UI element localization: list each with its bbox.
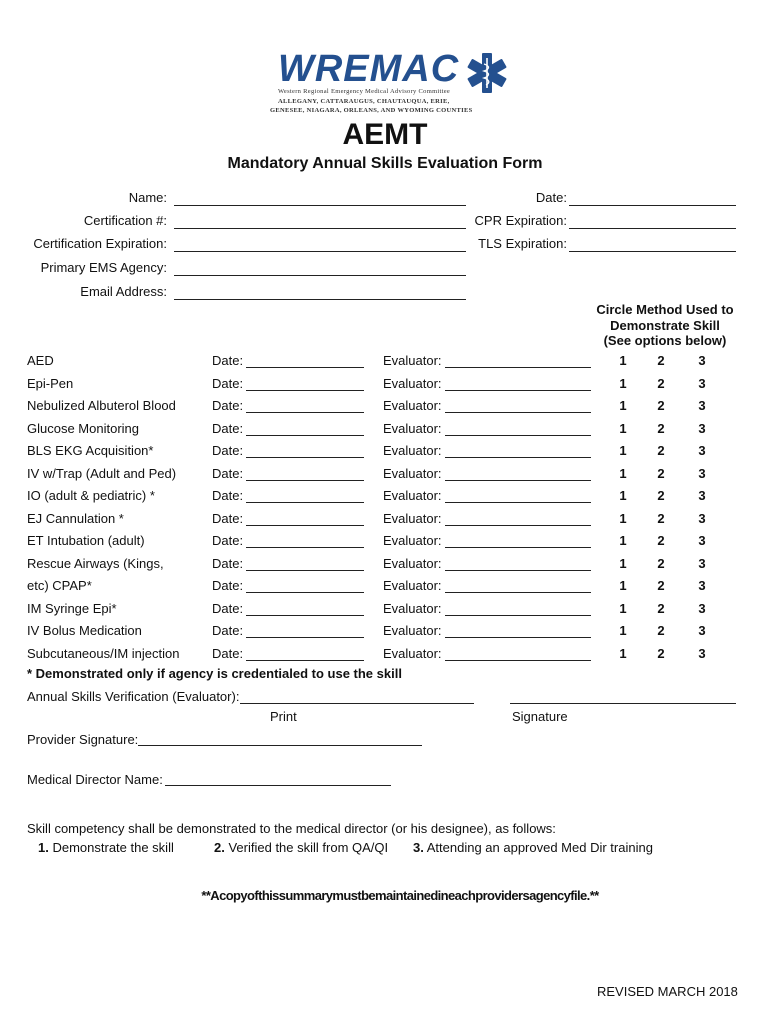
method-option-2[interactable]: 2 [657,533,665,548]
skill-date-field[interactable] [246,457,364,458]
name-label: Name: [128,190,167,205]
method-option-3[interactable]: 3 [698,488,706,503]
evaluator-label: Evaluator: [383,420,442,436]
skill-name: IM Syringe Epi* [27,600,117,616]
method-option-3[interactable]: 3 [698,510,706,526]
method-header: Circle Method Used to Demonstrate Skill (See options below) [596,302,734,348]
method-option-1[interactable]: 1 [619,600,627,616]
evaluator-label: Evaluator: [383,443,442,458]
method-option-1[interactable]: 1 [619,443,627,458]
method-option-3[interactable]: 3 [698,578,706,593]
skill-name: IV w/Trap (Adult and Ped) [27,465,177,481]
date-label: Date: [212,420,244,436]
date-label: Date: [212,375,244,391]
method-option-1[interactable]: 1 [619,420,627,436]
logo-committee: Western Regional Emergency Medical Advisory Committee [278,88,451,95]
logo [270,48,524,123]
method-option-1[interactable]: 1 [619,623,627,638]
method-option-2[interactable]: 2 [657,600,665,616]
verification-print-field[interactable] [240,703,474,704]
method-option-3[interactable]: 3 [698,533,706,548]
skill-date-field[interactable] [246,547,364,548]
evaluator-label: Evaluator: [383,465,442,481]
method-option-3[interactable]: 3 [698,443,706,458]
skill-date-field[interactable] [246,502,364,503]
method-option-3[interactable]: 3 [698,623,706,638]
date-label: Date: [212,645,244,661]
revised-date: REVISED MARCH 2018 [597,984,738,999]
skill-name: Subcutaneous/IM injection [27,645,180,661]
skill-evaluator-field[interactable] [445,480,591,481]
certification-field[interactable] [174,228,466,229]
skill-evaluator-field[interactable] [445,637,591,638]
skill-evaluator-field[interactable] [445,390,591,391]
method-option-1[interactable]: 1 [619,398,627,413]
skill-name: BLS EKG Acquisition* [27,443,154,458]
name-field[interactable] [174,205,466,206]
verification-label: Annual Skills Verification (Evaluator): [27,689,240,704]
method-option-3[interactable]: 3 [698,398,706,413]
method-option-2[interactable]: 2 [657,555,665,571]
skill-name: Epi-Pen [27,375,74,391]
skill-date-field[interactable] [246,480,364,481]
signature-caption: Signature [512,709,568,724]
cpr-expiration-label: CPR Expiration: [474,213,567,228]
skill-evaluator-field[interactable] [445,412,591,413]
page-title: AEMT [342,118,428,151]
evaluator-label: Evaluator: [383,398,442,413]
skill-name: IV Bolus Medication [27,623,142,638]
certification-label: Certification #: [83,213,167,228]
cpr-expiration-field[interactable] [569,228,736,229]
skill-date-field[interactable] [246,412,364,413]
method-option-3[interactable]: 3 [698,600,706,616]
method-option-2[interactable]: 2 [657,578,665,593]
method-option-3[interactable]: 3 [698,353,706,368]
skill-date-field[interactable] [246,592,364,593]
copy-note: **Acopyofthissummarymustbemaintainedineachprovidersagencyfile.** [201,888,599,903]
email-label: Email Address: [80,284,167,299]
method-option-1[interactable]: 1 [619,645,627,661]
skill-name: ET Intubation (adult) [27,533,145,548]
method-option-1[interactable]: 1 [619,375,627,391]
evaluator-label: Evaluator: [383,578,442,593]
method-option-1[interactable]: 1 [619,510,627,526]
method-option-2[interactable]: 2 [657,623,665,638]
date-label: Date: [212,533,244,548]
evaluator-label: Evaluator: [383,555,442,571]
skill-evaluator-field[interactable] [445,615,591,616]
skill-date-field[interactable] [246,435,364,436]
skill-evaluator-field[interactable] [445,547,591,548]
logo-name: WREMAC [278,48,460,90]
skill-name: IO (adult & pediatric) * [27,488,155,503]
option-1: 1. Demonstrate the skill [38,840,174,855]
method-option-3[interactable]: 3 [698,465,706,481]
tls-expiration-field[interactable] [569,251,736,252]
method-option-2[interactable]: 2 [657,488,665,503]
method-option-2[interactable]: 2 [657,398,665,413]
date-field[interactable] [569,205,736,206]
logo-counties-1: ALLEGANY, CATTARAUGUS, CHAUTAUQUA, ERIE, [278,98,450,105]
option-2: 2. Verified the skill from QA/QI [214,840,389,855]
method-option-2[interactable]: 2 [657,375,665,391]
skill-date-field[interactable] [246,615,364,616]
provider-signature-field[interactable] [138,745,422,746]
skill-date-field[interactable] [246,660,364,661]
skill-evaluator-field[interactable] [445,660,591,661]
method-option-1[interactable]: 1 [619,488,627,503]
skill-date-field[interactable] [246,637,364,638]
skill-name: AED [27,353,54,368]
skill-name: Glucose Monitoring [27,420,139,436]
evaluator-label: Evaluator: [383,488,442,503]
evaluator-label: Evaluator: [383,623,442,638]
medical-director-field[interactable] [165,785,391,786]
method-option-2[interactable]: 2 [657,645,665,661]
skill-name: etc) CPAP* [27,578,92,593]
skill-evaluator-field[interactable] [445,435,591,436]
evaluator-label: Evaluator: [383,645,442,661]
method-option-3[interactable]: 3 [698,555,706,571]
method-option-2[interactable]: 2 [657,465,665,481]
date-label: Date: [212,600,244,616]
skill-evaluator-field[interactable] [445,367,591,368]
date-label: Date: [212,623,244,638]
skill-name: Rescue Airways (Kings, [27,555,164,571]
star-of-life-icon [464,50,510,96]
evaluator-label: Evaluator: [383,533,442,548]
date-label: Date: [212,465,244,481]
skill-date-field[interactable] [246,570,364,571]
date-label: Date: [535,190,567,205]
method-option-2[interactable]: 2 [657,510,665,526]
date-label: Date: [212,555,244,571]
page-subtitle: Mandatory Annual Skills Evaluation Form [227,155,543,172]
method-option-3[interactable]: 3 [698,645,706,661]
agency-field[interactable] [174,275,466,276]
option-3: 3. Attending an approved Med Dir training [413,840,653,855]
certification-expiration-label: Certification Expiration: [33,236,167,251]
skill-date-field[interactable] [246,367,364,368]
certification-expiration-field[interactable] [174,251,466,252]
verification-signature-field[interactable] [510,703,736,704]
logo-counties-2: GENESEE, NIAGARA, ORLEANS, AND WYOMING COUNTIES [270,107,473,114]
date-label: Date: [212,443,244,458]
method-option-2[interactable]: 2 [657,443,665,458]
tls-expiration-label: TLS Expiration: [478,236,567,251]
method-option-3[interactable]: 3 [698,375,706,391]
method-option-2[interactable]: 2 [657,420,665,436]
evaluator-label: Evaluator: [383,510,442,526]
skill-evaluator-field[interactable] [445,570,591,571]
footnote: * Demonstrated only if agency is credentialed to use the skill [27,666,402,681]
provider-signature-label: Provider Signature: [27,732,139,747]
method-option-1[interactable]: 1 [619,555,627,571]
method-option-1[interactable]: 1 [619,578,627,593]
method-option-3[interactable]: 3 [698,420,706,436]
skill-evaluator-field[interactable] [445,457,591,458]
agency-label: Primary EMS Agency: [40,260,167,275]
skill-date-field[interactable] [246,525,364,526]
date-label: Date: [212,398,244,413]
skill-name: Nebulized Albuterol Blood [27,398,176,413]
print-caption: Print [270,709,297,724]
skill-date-field[interactable] [246,390,364,391]
date-label: Date: [212,578,244,593]
email-field[interactable] [174,299,466,300]
skill-evaluator-field[interactable] [445,525,591,526]
date-label: Date: [212,510,244,526]
medical-director-label: Medical Director Name: [27,772,163,787]
date-label: Date: [212,353,244,368]
skill-name: EJ Cannulation * [27,510,124,526]
skill-evaluator-field[interactable] [445,592,591,593]
evaluator-label: Evaluator: [383,353,442,368]
method-option-2[interactable]: 2 [657,353,665,368]
method-option-1[interactable]: 1 [619,533,627,548]
skill-evaluator-field[interactable] [445,502,591,503]
method-option-1[interactable]: 1 [619,353,627,368]
method-option-1[interactable]: 1 [619,465,627,481]
evaluator-label: Evaluator: [383,600,442,616]
competency-intro: Skill competency shall be demonstrated to the medical director (or his designee), as follows: [27,821,556,836]
date-label: Date: [212,488,244,503]
evaluator-label: Evaluator: [383,375,442,391]
